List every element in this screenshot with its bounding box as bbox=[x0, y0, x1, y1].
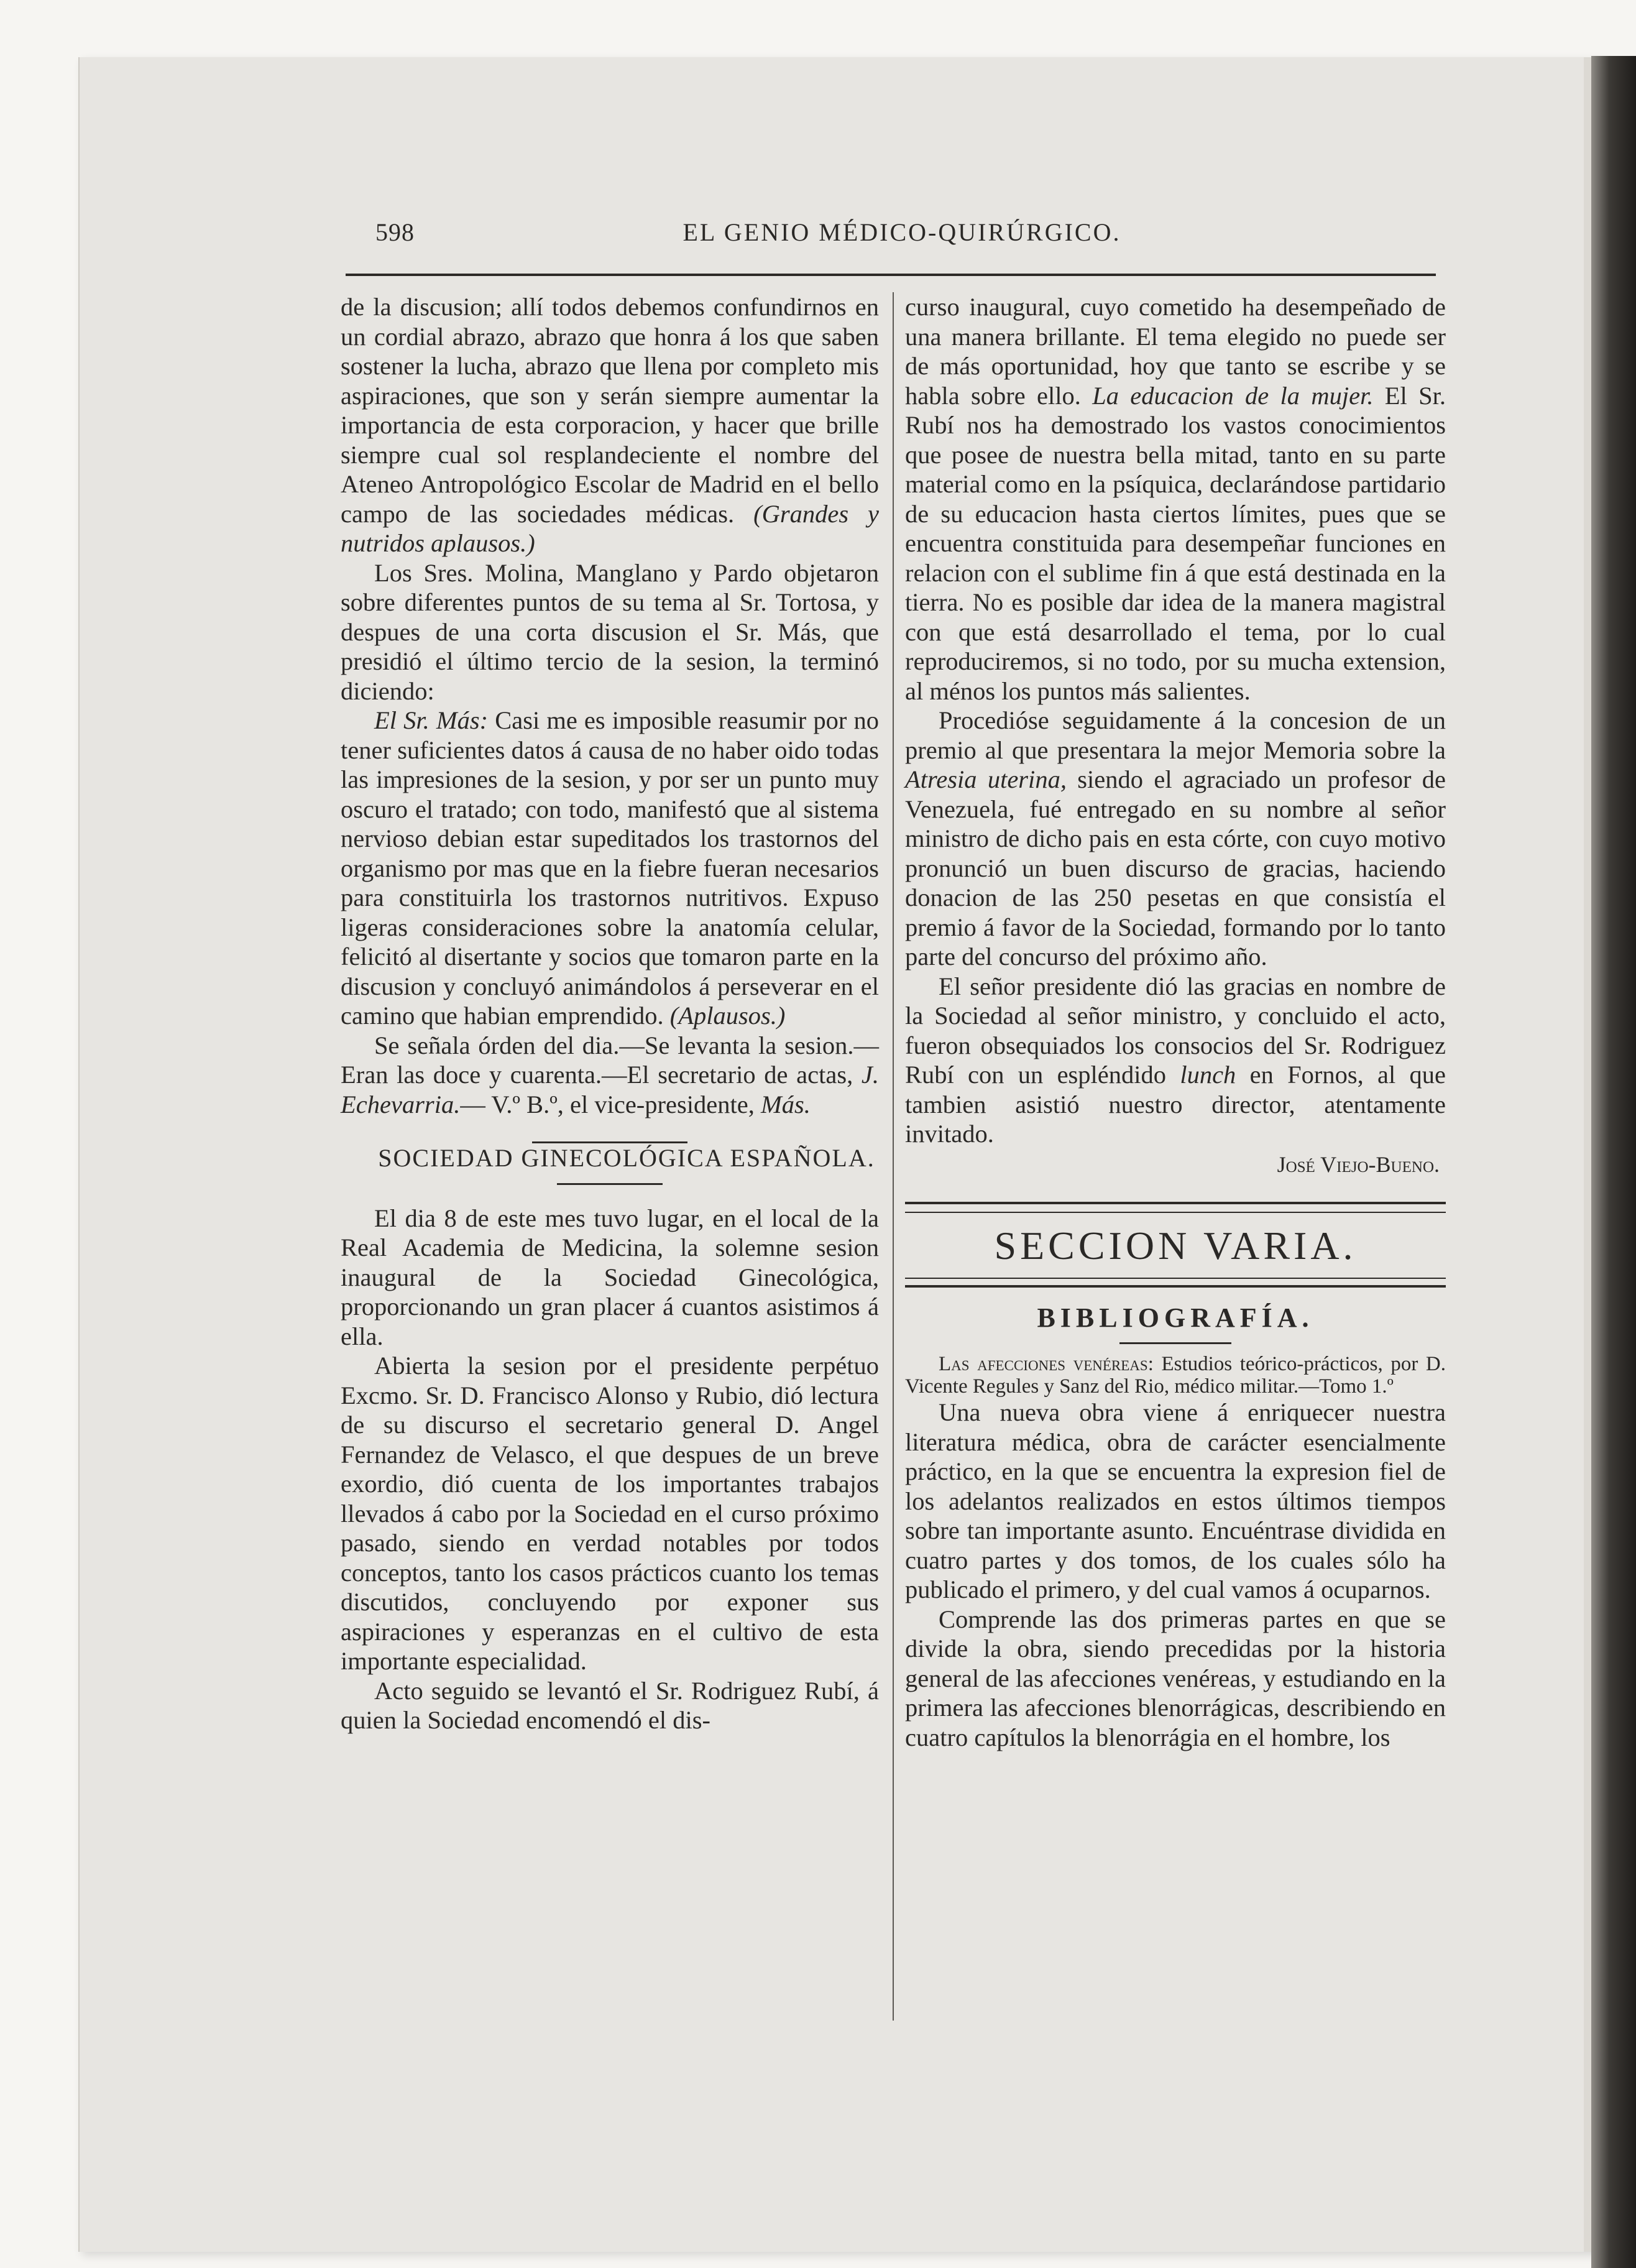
vice-president-name: Más. bbox=[760, 1090, 811, 1118]
column-divider bbox=[893, 292, 894, 2021]
left-column bbox=[341, 292, 879, 1735]
right-column bbox=[905, 292, 1446, 1752]
paragraph: curso inaugural, cuyo cometido ha desempeñado de una manera brillante. El tema elegido no puede ser de más oportunidad, hoy que tanto se escribe y se habla sobre ello. La educacion de la mujer. El Sr. Rubí nos ha demostrado los vastos conocimientos que posee de nuestra bella mitad, tanto en su parte material como en la psíquica, declarándose partidario de su educacion hasta ciertos límites, pues que se encuentra constituida para desempeñar funciones en relacion con el sublime fin á que está destinada en la tierra. No es posible dar idea de la manera magistral con que está desarrollado el tema, por lo cual reproduciremos, si no todo, por su mucha extension, al ménos los puntos más salientes. bbox=[905, 293, 1446, 705]
paragraph: Una nueva obra viene á enriquecer nuestra literatura médica, obra de carácter esencialmente práctico, en la que se encuentra la expresion fiel de los adelantos realizados en estos últimos tiempos sobre tan importante asunto. Encuéntrase dividida en cuatro partes y dos tomos, de los cuales sólo ha publicado el primero, y del cual vamos á ocuparnos. bbox=[905, 1398, 1446, 1603]
title-underline bbox=[557, 1183, 663, 1185]
lunch-word: lunch bbox=[1180, 1061, 1236, 1089]
journal-title: EL GENIO MÉDICO-QUIRÚRGICO. bbox=[682, 218, 1121, 246]
bibliography-title: BIBLIOGRAFÍA. bbox=[1037, 1302, 1314, 1333]
secretary-name: J. Echevarria. bbox=[341, 1061, 880, 1118]
paragraph: Procedióse seguidamente á la concesion de un premio al que presentara la mejor Memoria sobre la Atresia uterina, siendo el agraciado un profesor de Venezuela, fué entregado en su nombre al señor ministro de dicho pais en esta córte, con cuyo motivo pronunció un buen discurso de gracias, haciendo donacion de las 250 pesetas en que consistía el premio á favor de la Sociedad, formando por lo tanto parte del concurso del próximo año. bbox=[905, 706, 1446, 970]
applause-note: (Grandes y nutridos aplausos.) bbox=[341, 499, 879, 557]
speaker-name: El Sr. Más: bbox=[374, 706, 489, 734]
paragraph: El dia 8 de este mes tuvo lugar, en el local de la Real Academia de Medicina, la solemne sesion inaugural de la Sociedad Ginecológica, proporcionando un gran placer á cuantos asistimos á ella. bbox=[341, 1204, 879, 1350]
page-number: 598 bbox=[375, 218, 415, 246]
section-title: SOCIEDAD GINECOLÓGICA ESPAÑOLA. bbox=[378, 1144, 875, 1172]
paragraph: Abierta la sesion por el presidente perpétuo Excmo. Sr. D. Francisco Alonso y Rubio, dió lectura de su discurso el secretario general D. Angel Fernandez de Velasco, el que despues de un breve exordio, dió cuenta de los importantes trabajos llevados á cabo por la Sociedad en el curso próximo pasado, siendo en verdad notables por todos conceptos, tanto los casos prácticos cuanto los temas discutidos, concluyendo por exponer sus aspiraciones y esperanzas en el cultivo de esta importante especialidad. bbox=[341, 1352, 879, 1675]
topic-title: La educacion de la mujer. bbox=[1092, 381, 1374, 410]
bibliography-underline bbox=[1119, 1342, 1231, 1344]
book-binding-edge bbox=[1591, 56, 1636, 2268]
section-varia-title: SECCION VARIA. bbox=[994, 1224, 1357, 1268]
section-bottom-rule bbox=[905, 1278, 1446, 1288]
header-rule bbox=[346, 274, 1436, 276]
author-signature: José Viejo-Bueno. bbox=[1277, 1151, 1440, 1177]
paragraph: Se señala órden del dia.—Se levanta la sesion.—Eran las doce y cuarenta.—El secretario de actas, J. Echevarria.— V.º B.º, el vice-presidente, Más. bbox=[341, 1031, 880, 1118]
section-top-rule bbox=[905, 1202, 1446, 1213]
paragraph: Comprende las dos primeras partes en que se divide la obra, siendo precedidas por la historia general de las afecciones venéreas, y estudiando en la primera las afecciones blenorrágicas, describiendo en cuatro capítulos la blenorrágia en el hombre, los bbox=[905, 1605, 1446, 1751]
book-reference: Las afecciones venéreas: Estudios teórico-prácticos, por D. Vicente Regules y Sanz del Rio, médico militar.—Tomo 1.º bbox=[905, 1353, 1446, 1398]
memoir-topic: Atresia uterina, bbox=[905, 765, 1067, 793]
paragraph: de la discusion; allí todos debemos confundirnos en un cordial abrazo, abrazo que honra á los que saben sostener la lucha, abrazo que llena por completo mis aspiraciones, que son y serán siempre aumentar la importancia de esta corporacion, y hacer que brille siempre cual sol resplandeciente el nombre del Ateneo Antropológico Escolar de Madrid en el bello campo de las sociedades médicas. (Grandes y nutridos aplausos.) bbox=[341, 293, 879, 557]
applause-note: (Aplausos.) bbox=[669, 1002, 786, 1030]
paragraph: El señor presidente dió las gracias en nombre de la Sociedad al señor ministro, y concluido el acto, fueron obsequiados los consocios del Sr. Rodriguez Rubí con un espléndido lunch en Fornos, al que tambien asistió nuestro director, atentamente invitado. bbox=[905, 972, 1446, 1148]
paragraph: El Sr. Más: Casi me es imposible reasumir por no tener suficientes datos á causa de no haber oido todas las impresiones de la sesion, y por ser un punto muy oscuro el tratado; con todo, manifestó que al sistema nervioso debian estar supeditados los trastornos del organismo por mas que en la fiebre fueran necesarios para constituirla los trastornos nutritivos. Expuso ligeras consideraciones sobre la anatomía celular, felicitó al disertante y socios que tomaron parte en la discusion y concluyó animándolos á perseverar en el camino que habian emprendido. (Aplausos.) bbox=[341, 706, 879, 1030]
paragraph: Los Sres. Molina, Manglano y Pardo objetaron sobre diferentes puntos de su tema al Sr. Tortosa, y despues de una corta discusion el Sr. Más, que presidió el último tercio de la sesion, la terminó diciendo: bbox=[341, 558, 879, 705]
paragraph: Acto seguido se levantó el Sr. Rodriguez Rubí, á quien la Sociedad encomendó el dis- bbox=[341, 1676, 879, 1734]
